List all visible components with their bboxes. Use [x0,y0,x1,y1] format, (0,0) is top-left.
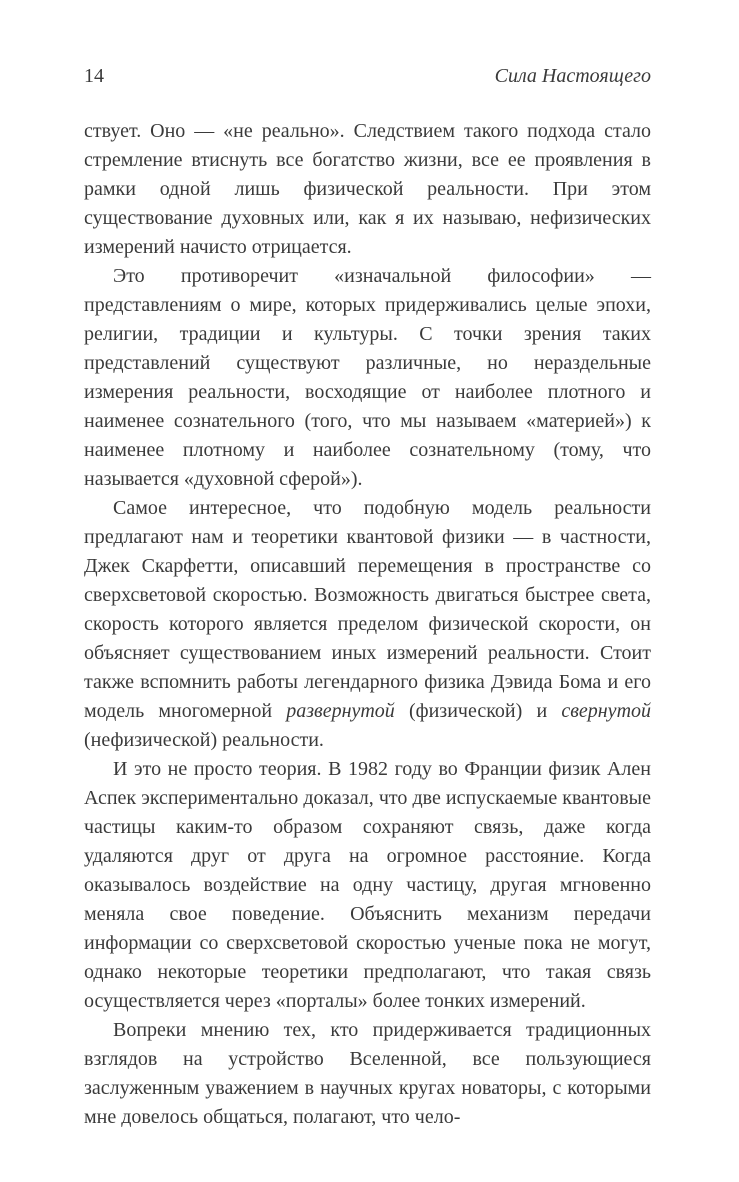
text-segment: Вопреки мнению тех, кто придерживается традиционных взглядов на устройство Вселенной, все пользующиеся заслуженным уважением в научных кругах новаторы, с которыми мне довелось общаться, полагают, что чело- [84,1019,651,1128]
page-number: 14 [84,65,104,87]
text-segment: Это противоречит «изначальной философии» — представлениям о мире, которых придерживались целые эпохи, религии, традиции и культуры. С точки зрения таких представлений существуют различные, но нераздельные измерения реальности, восходящие от наиболее плотного и наименее сознательного (того, что мы называем «материей») к наименее плотному и наиболее сознательному (тому, что называется «духовной сферой»). [84,265,651,490]
italic-text-segment: свернутой [561,700,652,722]
text-segment: (физической) и [394,700,562,722]
text-segment: (нефизической) реальности. [84,729,324,751]
text-segment: И это не просто теория. В 1982 году во Франции физик Ален Аспек экспериментально доказал, что две испускаемые квантовые частицы каким-то образом сохраняют связь, даже когда удаляются друг от друга на огромное расстояние. Когда оказывалось воздействие на одну частицу, другая мгновенно меняла свое поведение. Объяснить механизм передачи информации со сверхсветовой скоростью ученые пока не могут, однако некоторые теоретики предполагают, что такая связь осуществляется через «порталы» более тонких измерений. [84,758,651,1012]
paragraph [84,117,651,262]
text-segment: ствует. Оно — «не реально». Следствием такого подхода стало стремление втиснуть все богатство жизни, все ее проявления в рамки одной лишь физической реальности. При этом существование духовных или, как я их называю, нефизических измерений начисто отрицается. [84,120,651,258]
italic-text-segment: развернутой [286,700,395,722]
paragraph [84,1016,651,1132]
text-segment: Самое интересное, что подобную модель реальности предлагают нам и теоретики квантовой физики — в частности, Джек Скарфетти, описавший перемещения в пространстве со сверхсветовой скоростью. Возможность двигаться быстрее света, скорость которого является пределом физической скорости, он объясняет существованием иных измерений реальности. Стоит также вспомнить работы легендарного физика Дэвида Бома и его модель многомерной [84,497,651,722]
paragraph [84,755,651,1016]
page-header [84,64,651,88]
running-title: Сила Настоящего [494,65,651,87]
body-text [84,117,651,1132]
paragraph [84,494,651,755]
paragraph [84,262,651,494]
